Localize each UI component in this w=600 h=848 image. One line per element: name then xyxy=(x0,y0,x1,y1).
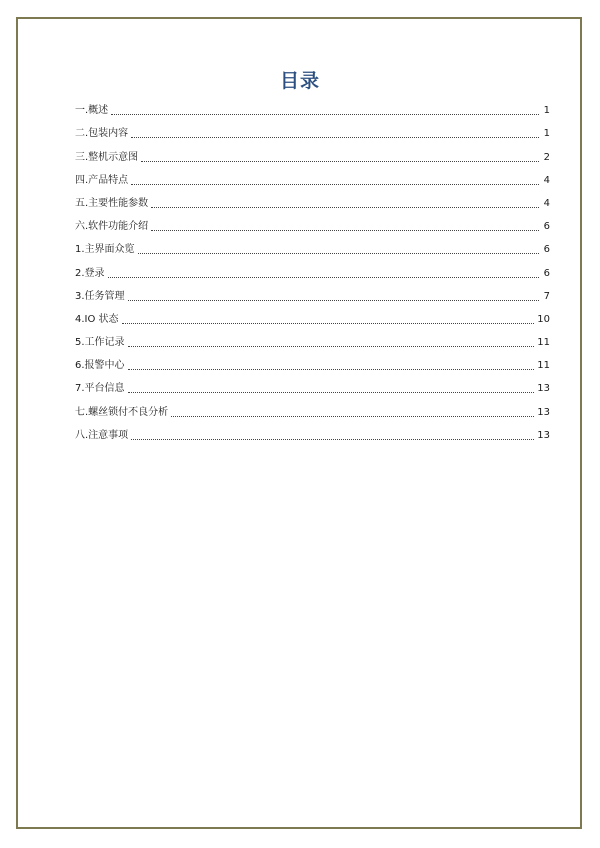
toc-entry-precautions[interactable] xyxy=(75,420,550,443)
toc-entry-label: 七.螺丝锁付不良分析 xyxy=(75,406,169,418)
toc-dot-leader xyxy=(138,253,539,254)
toc-entry-work-records[interactable] xyxy=(75,327,550,350)
toc-entry-label: 2.登录 xyxy=(75,267,105,279)
toc-entry-page: 1 xyxy=(543,105,550,117)
toc-entry-label: 5.工作记录 xyxy=(75,337,125,349)
toc-entry-label: 1.主界面众览 xyxy=(75,244,135,256)
toc-entry-page: 13 xyxy=(537,406,550,418)
toc-entry-io-status[interactable] xyxy=(75,304,550,327)
toc-dot-leader xyxy=(111,114,539,115)
toc-entry-main-interface[interactable] xyxy=(75,234,550,257)
toc-entry-page: 2 xyxy=(543,151,550,163)
toc-entry-page: 13 xyxy=(537,429,550,441)
toc-entry-label: 五.主要性能参数 xyxy=(75,197,149,209)
toc-entry-page: 1 xyxy=(543,128,550,140)
toc-entry-label: 六.软件功能介绍 xyxy=(75,221,149,233)
toc-dot-leader xyxy=(141,161,539,162)
toc-entry-label: 3.任务管理 xyxy=(75,290,125,302)
toc-entry-label: 一.概述 xyxy=(75,105,109,117)
toc-dot-leader xyxy=(151,207,539,208)
toc-entry-screw-fastening-defects[interactable] xyxy=(75,396,550,419)
toc-title: 目录 xyxy=(279,70,320,92)
toc-entry-page: 13 xyxy=(537,383,550,395)
toc-entry-label: 7.平台信息 xyxy=(75,383,125,395)
toc-list xyxy=(75,95,550,443)
toc-dot-leader xyxy=(108,277,539,278)
toc-entry-package-contents[interactable] xyxy=(75,118,550,141)
toc-entry-login[interactable] xyxy=(75,257,550,280)
toc-dot-leader xyxy=(128,369,535,370)
toc-dot-leader xyxy=(128,392,535,393)
toc-entry-page: 4 xyxy=(543,174,550,186)
toc-dot-leader xyxy=(171,416,534,417)
toc-dot-leader xyxy=(128,346,535,347)
toc-entry-page: 11 xyxy=(537,360,550,372)
toc-entry-platform-info[interactable] xyxy=(75,373,550,396)
toc-entry-page: 6 xyxy=(543,221,550,233)
toc-dot-leader xyxy=(131,137,539,138)
toc-entry-label: 三.整机示意图 xyxy=(75,151,139,163)
toc-entry-performance-parameters[interactable] xyxy=(75,188,550,211)
toc-entry-machine-diagram[interactable] xyxy=(75,141,550,164)
toc-entry-product-features[interactable] xyxy=(75,165,550,188)
toc-entry-alarm-center[interactable] xyxy=(75,350,550,373)
toc-dot-leader xyxy=(122,323,535,324)
toc-entry-page: 10 xyxy=(537,313,550,325)
toc-entry-page: 4 xyxy=(543,197,550,209)
toc-entry-page: 6 xyxy=(543,244,550,256)
toc-dot-leader xyxy=(151,230,539,231)
toc-dot-leader xyxy=(131,184,539,185)
toc-entry-label: 4.IO 状态 xyxy=(75,313,119,325)
toc-entry-label: 四.产品特点 xyxy=(75,174,129,186)
toc-entry-page: 7 xyxy=(543,290,550,302)
toc-entry-page: 11 xyxy=(537,337,550,349)
toc-entry-overview[interactable] xyxy=(75,95,550,118)
toc-entry-task-management[interactable] xyxy=(75,281,550,304)
toc-entry-label: 二.包装内容 xyxy=(75,128,129,140)
toc-dot-leader xyxy=(131,439,534,440)
toc-entry-software-functions[interactable] xyxy=(75,211,550,234)
toc-entry-label: 6.报警中心 xyxy=(75,360,125,372)
toc-dot-leader xyxy=(128,300,539,301)
toc-entry-page: 6 xyxy=(543,267,550,279)
toc-entry-label: 八.注意事项 xyxy=(75,429,129,441)
